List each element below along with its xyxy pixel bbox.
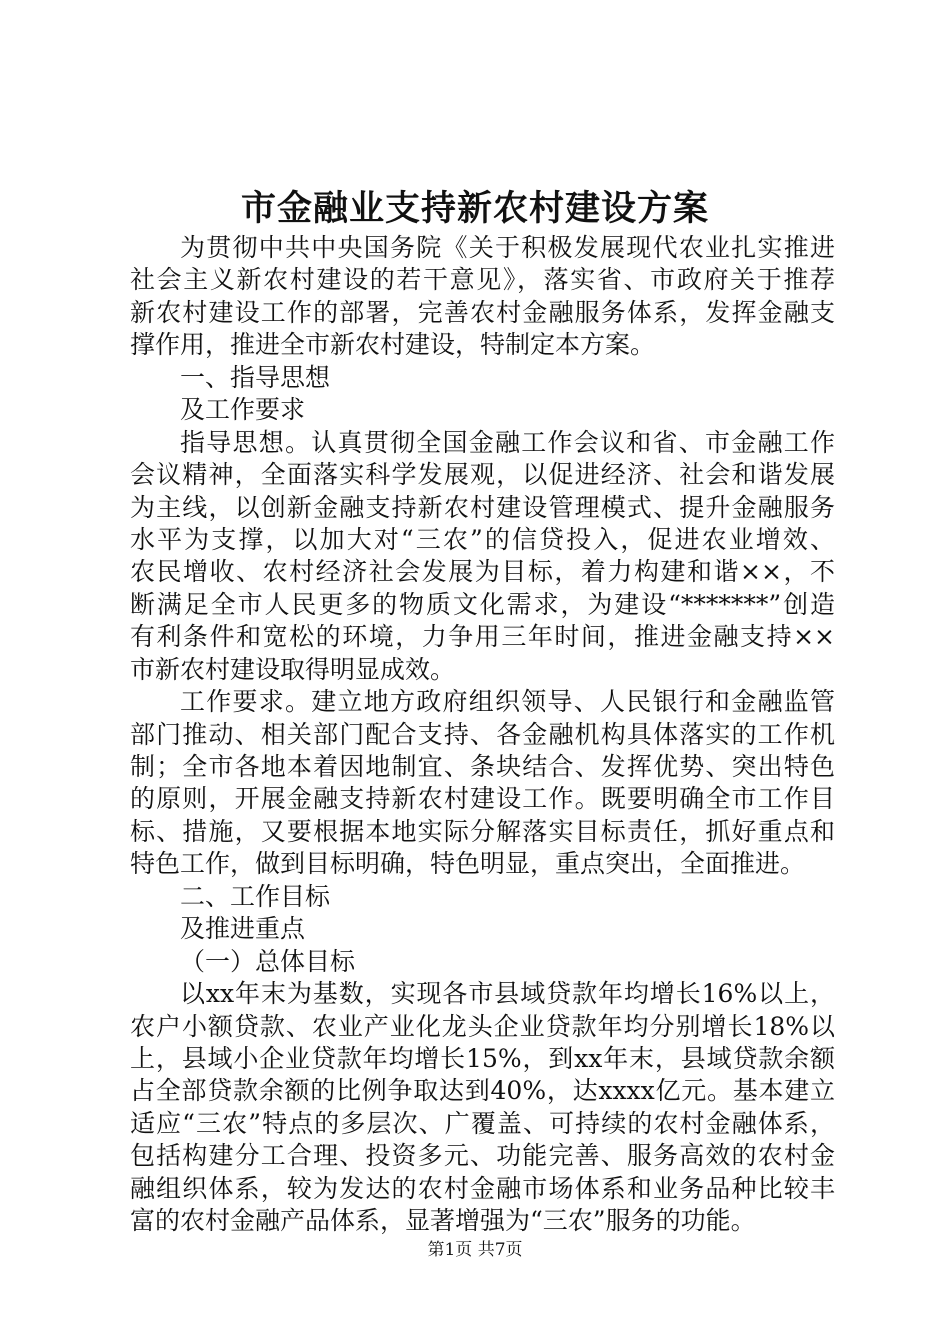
body-line: 适应“三农”特点的多层次、广覆盖、可持续的农村金融体系， [130, 1108, 835, 1138]
body-line: 农户小额贷款、农业产业化龙头企业贷款年均分别增长18%以 [130, 1011, 835, 1041]
body-line: 有利条件和宽松的环境，力争用三年时间，推进金融支持×× [130, 622, 835, 652]
body-line: 部门推动、相关部门配合支持、各金融机构具体落实的工作机 [130, 719, 835, 749]
body-line: 市新农村建设取得明显成效。 [130, 654, 456, 684]
page-footer [0, 1238, 950, 1262]
body-line: 指导思想。认真贯彻全国金融工作会议和省、市金融工作 [180, 427, 835, 457]
body-line: 上，县域小企业贷款年均增长15%，到xx年末，县域贷款余额 [130, 1043, 835, 1073]
section-heading: 及推进重点 [180, 914, 306, 944]
body-line: 为主线，以创新金融支持新农村建设管理模式、提升金融服务 [130, 492, 835, 522]
body-line: 会议精神，全面落实科学发展观，以促进经济、社会和谐发展 [130, 460, 835, 490]
body-line: 制；全市各地本着因地制宜、条块结合、发挥优势、突出特色 [130, 752, 835, 781]
body-line: 富的农村金融产品体系，显著增强为“三农”服务的功能。 [130, 1206, 756, 1236]
body-line: 工作要求。建立地方政府组织领导、人民银行和金融监管 [180, 687, 835, 717]
section-heading: 及工作要求 [180, 395, 306, 425]
body-line: 占全部贷款余额的比例争取达到40%，达xxxx亿元。基本建立 [130, 1076, 835, 1106]
section-heading: 一、指导思想 [180, 362, 331, 392]
body-line: 农民增收、农村经济社会发展为目标，着力构建和谐××，不 [130, 557, 835, 587]
document-body [130, 232, 835, 1238]
body-line: 撑作用，推进全市新农村建设，特制定本方案。 [130, 330, 656, 360]
body-line: 社会主义新农村建设的若干意见》，落实省、市政府关于推荐 [130, 265, 835, 295]
document-title: 市金融业支持新农村建设方案 [240, 188, 709, 229]
body-line: 的原则，开展金融支持新农村建设工作。既要明确全市工作目 [130, 784, 835, 814]
body-line: 断满足全市人民更多的物质文化需求，为建设“*******”创造 [130, 589, 835, 619]
body-line: 水平为支撑，以加大对“三农”的信贷投入，促进农业增效、 [130, 524, 835, 554]
page-number-indicator: 第1页 共7页 [427, 1240, 523, 1260]
body-line: 特色工作，做到目标明确，特色明显，重点突出，全面推进。 [130, 849, 806, 879]
body-line: 标、措施，又要根据本地实际分解落实目标责任，抓好重点和 [130, 816, 835, 846]
body-line: 新农村建设工作的部署，完善农村金融服务体系，发挥金融支 [130, 297, 835, 327]
body-line: 包括构建分工合理、投资多元、功能完善、服务高效的农村金 [130, 1141, 835, 1171]
body-line: 融组织体系，较为发达的农村金融市场体系和业务品种比较丰 [130, 1173, 835, 1203]
subsection-heading: （一）总体目标 [180, 946, 356, 976]
body-line: 为贯彻中共中央国务院《关于积极发展现代农业扎实推进 [180, 233, 835, 262]
section-heading: 二、工作目标 [180, 881, 331, 911]
body-line: 以xx年末为基数，实现各市县域贷款年均增长16%以上， [180, 979, 835, 1009]
